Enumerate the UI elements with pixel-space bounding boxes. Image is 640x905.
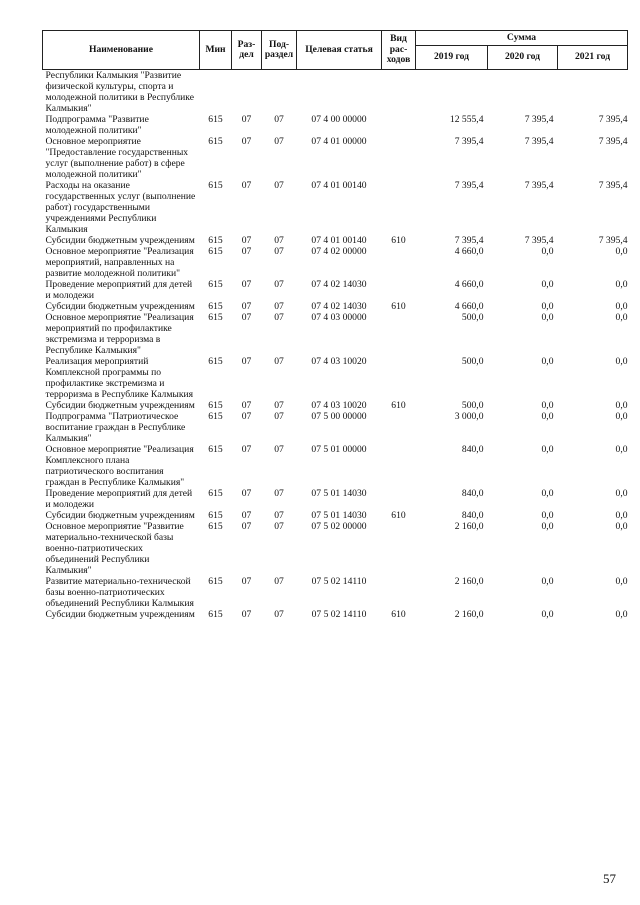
row-sum-2019: 2 160,0	[454, 609, 484, 620]
table-body	[43, 70, 628, 621]
row-name: Республики Калмыкия "Развитие физической культуры, спорта и молодежной политики в Республике Калмыкия"	[45, 70, 194, 114]
row-vid-rashodov: 610	[391, 609, 406, 620]
row-razdel: 07	[241, 609, 252, 620]
header-2019: 2019 год	[416, 46, 488, 70]
row-name: Субсидии бюджетным учреждениям	[45, 235, 195, 246]
row-sum-2020: 0,0	[541, 356, 554, 367]
row-razdel: 07	[241, 400, 252, 411]
header-2020: 2020 год	[488, 46, 558, 70]
row-podrazdel: 07	[274, 301, 284, 312]
row-sum-2020: 7 395,4	[524, 180, 554, 191]
row-vid-rashodov: 610	[391, 400, 406, 411]
table-header	[43, 31, 628, 70]
row-podrazdel	[262, 70, 297, 115]
row-celevaya-statya: 07 4 02 14030	[311, 301, 367, 312]
row-sum-2020: 0,0	[541, 609, 554, 620]
row-name: Подпрограмма "Развитие молодежной политики"	[45, 114, 149, 136]
row-sum-2020: 7 395,4	[524, 235, 554, 246]
row-min: 615	[208, 609, 223, 620]
row-vid-rashodov	[382, 136, 416, 180]
row-podrazdel: 07	[274, 114, 284, 125]
row-min: 615	[208, 356, 223, 367]
row-vid-rashodov	[382, 521, 416, 576]
row-sum-2021: 0,0	[615, 411, 628, 422]
row-sum-2019: 4 660,0	[454, 301, 484, 312]
row-sum-2019: 2 160,0	[454, 521, 484, 532]
row-name: Основное мероприятие "Реализация мероприятий, направленных на развитие молодежной политики"	[45, 246, 194, 279]
row-podrazdel: 07	[274, 521, 284, 532]
row-sum-2020: 7 395,4	[524, 114, 554, 125]
row-vid-rashodov	[382, 114, 416, 136]
table-row	[43, 576, 628, 609]
row-razdel: 07	[241, 114, 252, 125]
header-2021: 2021 год	[558, 46, 628, 70]
row-sum-2020	[488, 70, 558, 115]
row-name: Субсидии бюджетным учреждениям	[45, 301, 195, 312]
row-sum-2019: 840,0	[461, 444, 484, 455]
row-sum-2019: 4 660,0	[454, 279, 484, 290]
table-row	[43, 312, 628, 356]
row-sum-2021: 0,0	[615, 279, 628, 290]
row-razdel: 07	[241, 136, 252, 147]
row-sum-2021: 0,0	[615, 400, 628, 411]
row-name: Реализация мероприятий Комплексной программы по профилактике экстремизма и терроризма в Республике Калмыкия	[45, 356, 194, 400]
row-vid-rashodov	[382, 488, 416, 510]
row-razdel: 07	[241, 180, 252, 191]
row-sum-2021: 7 395,4	[598, 235, 628, 246]
row-razdel	[232, 70, 262, 115]
row-sum-2021: 0,0	[615, 246, 628, 257]
table-row	[43, 246, 628, 279]
row-sum-2020: 7 395,4	[524, 136, 554, 147]
row-min: 615	[208, 521, 223, 532]
row-sum-2020: 0,0	[541, 510, 554, 521]
row-vid-rashodov	[382, 576, 416, 609]
table-row	[43, 444, 628, 488]
row-sum-2021: 7 395,4	[598, 136, 628, 147]
row-min: 615	[208, 400, 223, 411]
table-row	[43, 510, 628, 521]
budget-table	[42, 30, 628, 620]
row-sum-2020: 0,0	[541, 279, 554, 290]
page-number: 57	[603, 871, 616, 886]
row-sum-2021: 7 395,4	[598, 180, 628, 191]
row-sum-2021: 0,0	[615, 609, 628, 620]
row-sum-2019: 840,0	[461, 510, 484, 521]
table-row	[43, 609, 628, 620]
row-name: Расходы на оказание государственных услуг (выполнение работ) государственными учреждениями Республики Калмыкия	[45, 180, 196, 235]
row-min	[200, 70, 232, 115]
row-celevaya-statya: 07 4 02 14030	[311, 279, 367, 290]
row-celevaya-statya: 07 4 01 00140	[311, 235, 367, 246]
header-name: Наименование	[43, 31, 200, 70]
row-celevaya-statya: 07 4 01 00140	[311, 180, 367, 191]
row-sum-2019	[416, 70, 488, 115]
row-celevaya-statya: 07 5 01 00000	[311, 444, 367, 455]
row-podrazdel: 07	[274, 411, 284, 422]
row-min: 615	[208, 136, 223, 147]
row-sum-2019: 7 395,4	[454, 235, 484, 246]
row-podrazdel: 07	[274, 136, 284, 147]
row-name: Развитие материально-технической базы военно-патриотических объединений Республики Калмыкия	[45, 576, 194, 609]
row-sum-2021: 0,0	[615, 488, 628, 499]
row-razdel: 07	[241, 411, 252, 422]
row-vid-rashodov: 610	[391, 301, 406, 312]
row-min: 615	[208, 444, 223, 455]
row-sum-2020: 0,0	[541, 246, 554, 257]
table-row	[43, 301, 628, 312]
row-sum-2019: 500,0	[461, 400, 484, 411]
row-sum-2021: 0,0	[615, 521, 628, 532]
table-row	[43, 70, 628, 115]
row-razdel: 07	[241, 301, 252, 312]
row-vid-rashodov	[382, 312, 416, 356]
row-podrazdel: 07	[274, 180, 284, 191]
row-sum-2021	[558, 70, 628, 115]
table-row	[43, 411, 628, 444]
row-sum-2019: 12 555,4	[449, 114, 484, 125]
row-vid-rashodov	[382, 356, 416, 400]
table-row	[43, 356, 628, 400]
row-name: Основное мероприятие "Реализация мероприятий по профилактике экстремизма и терроризма в Республике Калмыкия"	[45, 312, 194, 356]
row-celevaya-statya: 07 4 03 10020	[311, 400, 367, 411]
header-min: Мин	[200, 31, 232, 70]
row-sum-2020: 0,0	[541, 444, 554, 455]
row-podrazdel: 07	[274, 400, 284, 411]
header-razdel: Раз-дел	[232, 31, 262, 70]
row-podrazdel: 07	[274, 356, 284, 367]
row-vid-rashodov	[382, 444, 416, 488]
row-sum-2019: 4 660,0	[454, 246, 484, 257]
row-razdel: 07	[241, 279, 252, 290]
row-sum-2019: 840,0	[461, 488, 484, 499]
row-min: 615	[208, 488, 223, 499]
row-min: 615	[208, 301, 223, 312]
row-min: 615	[208, 411, 223, 422]
row-vid-rashodov	[382, 246, 416, 279]
row-sum-2020: 0,0	[541, 521, 554, 532]
row-name: Основное мероприятие "Развитие материально-технической базы военно-патриотических объединений Республики Калмыкия"	[45, 521, 184, 576]
row-sum-2021: 0,0	[615, 312, 628, 323]
row-sum-2020: 0,0	[541, 312, 554, 323]
row-razdel: 07	[241, 576, 252, 587]
row-podrazdel: 07	[274, 488, 284, 499]
row-vid-rashodov: 610	[391, 235, 406, 246]
row-sum-2021: 0,0	[615, 356, 628, 367]
row-name: Субсидии бюджетным учреждениям	[45, 609, 195, 620]
row-sum-2021: 7 395,4	[598, 114, 628, 125]
row-celevaya-statya: 07 5 02 14110	[311, 576, 367, 587]
row-sum-2020: 0,0	[541, 400, 554, 411]
row-name: Субсидии бюджетным учреждениям	[45, 510, 195, 521]
row-sum-2019: 7 395,4	[454, 136, 484, 147]
row-sum-2019: 2 160,0	[454, 576, 484, 587]
row-celevaya-statya: 07 4 01 00000	[311, 136, 367, 147]
row-sum-2019: 3 000,0	[454, 411, 484, 422]
row-name: Основное мероприятие "Предоставление государственных услуг (выполнение работ) в сфере молодежной политики"	[45, 136, 189, 180]
row-sum-2021: 0,0	[615, 301, 628, 312]
row-vid-rashodov	[382, 180, 416, 235]
row-razdel: 07	[241, 312, 252, 323]
row-razdel: 07	[241, 235, 252, 246]
row-razdel: 07	[241, 488, 252, 499]
row-sum-2020: 0,0	[541, 301, 554, 312]
row-celevaya-statya: 07 4 00 00000	[311, 114, 367, 125]
row-min: 615	[208, 246, 223, 257]
row-celevaya-statya: 07 5 02 00000	[311, 521, 367, 532]
table-row	[43, 235, 628, 246]
table-row	[43, 114, 628, 136]
row-sum-2019: 7 395,4	[454, 180, 484, 191]
row-sum-2021: 0,0	[615, 444, 628, 455]
header-vid-rashodov: Вид рас-ходов	[382, 31, 416, 70]
row-min: 615	[208, 114, 223, 125]
table-row	[43, 180, 628, 235]
row-razdel: 07	[241, 246, 252, 257]
row-razdel: 07	[241, 521, 252, 532]
row-vid-rashodov	[382, 411, 416, 444]
row-sum-2020: 0,0	[541, 488, 554, 499]
row-celevaya-statya: 07 5 01 14030	[311, 488, 367, 499]
row-name: Субсидии бюджетным учреждениям	[45, 400, 195, 411]
row-vid-rashodov	[382, 279, 416, 301]
row-sum-2019: 500,0	[461, 356, 484, 367]
row-vid-rashodov: 610	[391, 510, 406, 521]
row-name: Проведение мероприятий для детей и молодежи	[45, 279, 193, 301]
row-podrazdel: 07	[274, 246, 284, 257]
table-row	[43, 488, 628, 510]
row-sum-2021: 0,0	[615, 510, 628, 521]
header-celevaya-statya: Целевая статья	[297, 31, 382, 70]
row-min: 615	[208, 279, 223, 290]
row-sum-2021: 0,0	[615, 576, 628, 587]
row-celevaya-statya: 07 5 00 00000	[311, 411, 367, 422]
row-min: 615	[208, 576, 223, 587]
row-name: Проведение мероприятий для детей и молодежи	[45, 488, 193, 510]
row-celevaya-statya: 07 4 03 10020	[311, 356, 367, 367]
row-sum-2020: 0,0	[541, 411, 554, 422]
row-vid-rashodov	[382, 70, 416, 115]
row-min: 615	[208, 510, 223, 521]
row-podrazdel: 07	[274, 235, 284, 246]
table-row	[43, 136, 628, 180]
table-row	[43, 400, 628, 411]
row-podrazdel: 07	[274, 609, 284, 620]
row-podrazdel: 07	[274, 576, 284, 587]
row-sum-2020: 0,0	[541, 576, 554, 587]
header-summa: Сумма	[416, 31, 628, 46]
row-name: Основное мероприятие "Реализация Комплексного плана патриотического воспитания граждан в Республике Калмыкия"	[45, 444, 194, 488]
row-podrazdel: 07	[274, 510, 284, 521]
row-podrazdel: 07	[274, 312, 284, 323]
row-sum-2019: 500,0	[461, 312, 484, 323]
row-podrazdel: 07	[274, 279, 284, 290]
row-razdel: 07	[241, 510, 252, 521]
row-min: 615	[208, 180, 223, 191]
row-celevaya-statya: 07 4 03 00000	[311, 312, 367, 323]
row-razdel: 07	[241, 356, 252, 367]
row-min: 615	[208, 312, 223, 323]
row-celevaya-statya: 07 4 02 00000	[311, 246, 367, 257]
row-celevaya-statya: 07 5 01 14030	[311, 510, 367, 521]
row-celevaya-statya: 07 5 02 14110	[311, 609, 367, 620]
row-podrazdel: 07	[274, 444, 284, 455]
table-row	[43, 279, 628, 301]
row-razdel: 07	[241, 444, 252, 455]
table-row	[43, 521, 628, 576]
row-name: Подпрограмма "Патриотическое воспитание граждан в Республике Калмыкия"	[45, 411, 186, 444]
header-podrazdel: Под-раздел	[262, 31, 297, 70]
row-min: 615	[208, 235, 223, 246]
row-celevaya-statya	[297, 70, 382, 115]
